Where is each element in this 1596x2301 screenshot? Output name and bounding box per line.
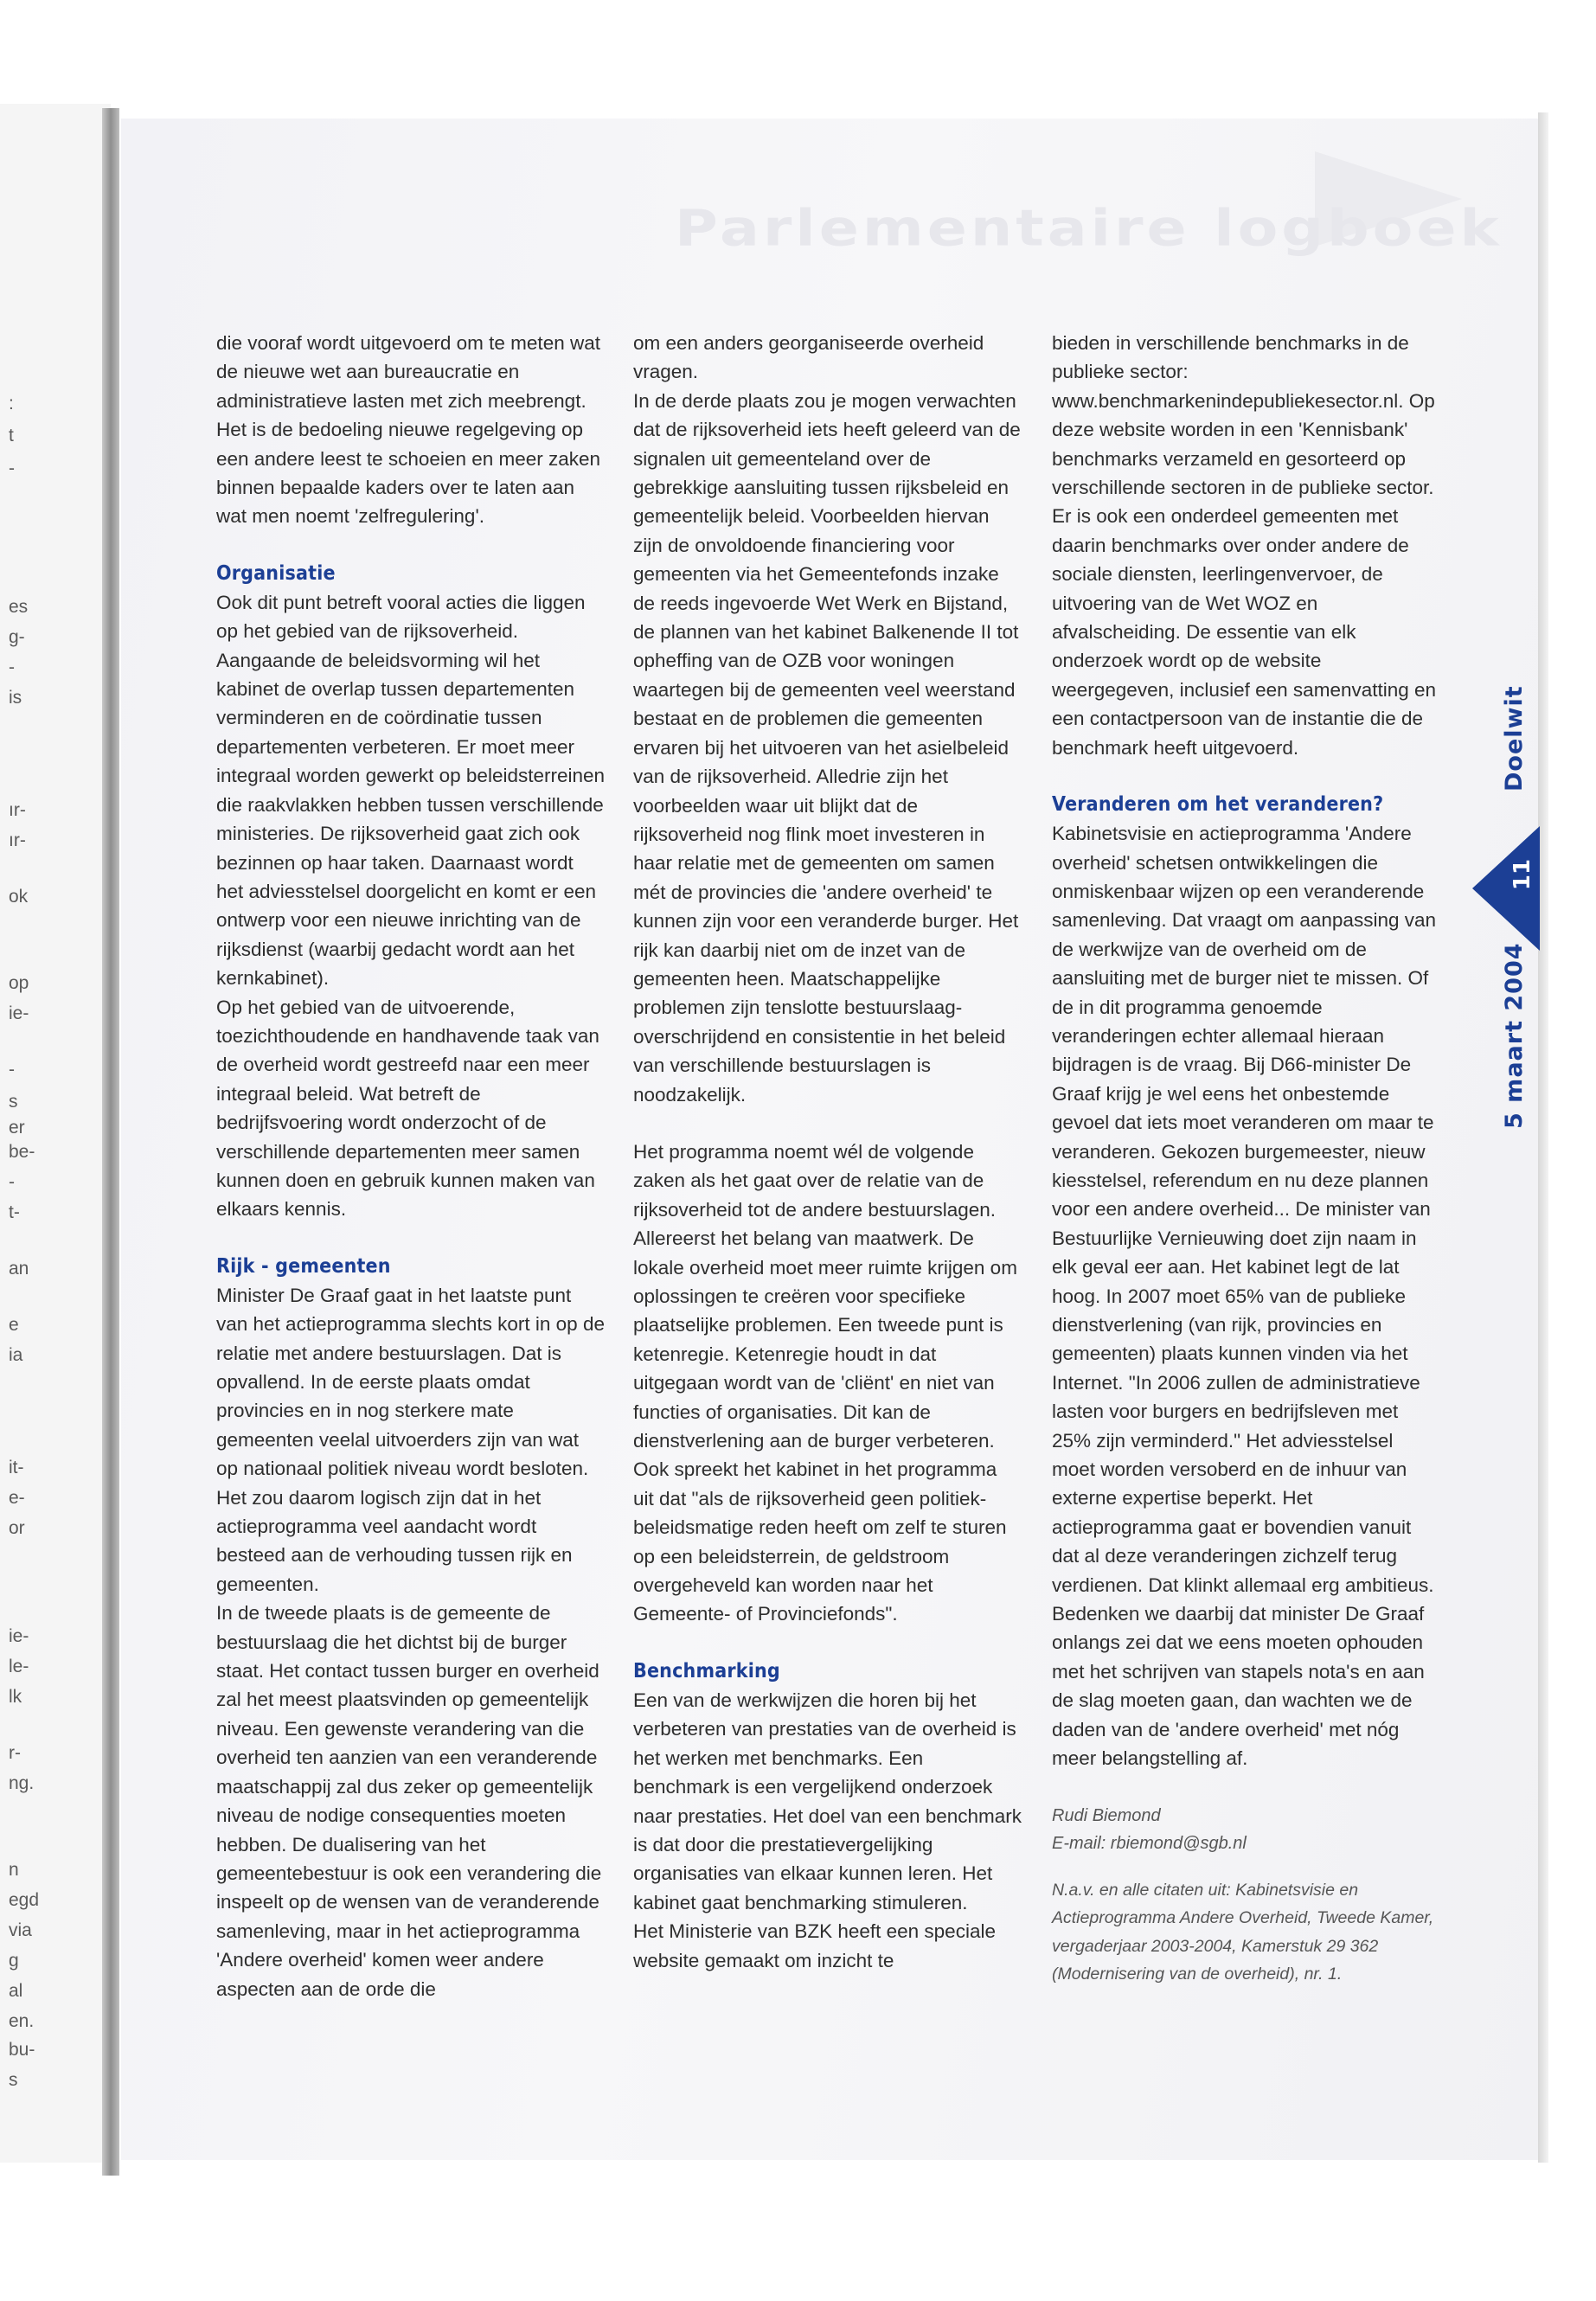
left-page-fragment: : [9,394,14,413]
column-1 [216,329,606,2003]
left-page-fragment: ie- [9,1626,29,1646]
left-page-fragment: egd [9,1890,40,1910]
left-page-fragment: it- [9,1458,24,1477]
left-page-fragment: or [9,1518,25,1538]
left-page-fragment: ok [9,887,29,907]
heading-rijk-gemeenten: Rijk - gemeenten [216,1254,391,1278]
paragraph: bieden in verschillende benchmarks in de publieke sector: www.benchmarkenindepubliekesector.nl. Op deze website worden in een 'Kennisbank' benchmarks verzameld en gesorteerd op verschillende sectoren in de publieke sector. Er is ook een onderdeel gemeenten met daarin benchmarks over onder andere de sociale diensten, leerlingenvervoer, de uitvoering van de Wet WOZ en afvalscheiding. De essentie van elk onderzoek wordt op de website weergegeven, inclusief een samenvatting en een contactpersoon van de instantie die de benchmark heeft uitgevoerd. [1052,332,1437,759]
left-page-fragment: - [9,657,15,677]
section-label: Doelwit [1501,685,1528,792]
left-page-fragment: is [9,688,22,708]
paragraph: Het programma noemt wél de volgende zaken als het gaat over de relatie van de rijksoverheid tot de andere bestuurslagen. Allereerst het belang van maatwerk. De lokale overheid moet meer ruimte krijgen om oplossingen te creëren voor specifieke plaatselijke problemen. Een tweede punt is ketenregie. Ketenregie houdt in dat uitgegaan wordt van de 'cliënt' en niet van functies of organisaties. Dit kan de dienstverlening aan de burger verbeteren. Ook spreekt het kabinet in het programma uit dat "als de rijksoverheid geen politiek-beleidsmatige reden heeft om zelf te sturen op een beleidsterrein, de geldstroom overgeheveld kan worden naar het Gemeente- of Provinciefonds". [633,1140,1017,1625]
paragraph: Een van de werkwijzen die horen bij het verbeteren van prestaties van de overheid is het werken met benchmarks. Een benchmark is een vergelijkend onderzoek naar prestaties. Het doel van een benchmark is dat door die prestatievergelijking organisaties van elkaar kunnen leren. Het kabinet gaat benchmarking stimuleren. [633,1689,1022,1913]
paragraph: Kabinetsvisie en actieprogramma 'Andere overheid' schetsen ontwikkelingen die onmiskenbaar wijzen op een veranderende samenleving. Dat vraagt om aanpassing van de werkwijze van de overheid om de aansluiting met de burger niet te missen. Of de in dit programma genoemde veranderingen echter allemaal hieraan bijdragen is de vraag. Bij D66-minister De Graaf krijg je wel eens het onbestemde gevoel dat iets moet veranderen om maar te veranderen. Gekozen burgemeester, nieuw kiesstelsel, referendum en nu deze plannen voor een andere overheid... De minister van Bestuurlijke Vernieuwing doet zijn naam in elk geval eer aan. Het kabinet legt de lat hoog. In 2007 moet 65% van de publieke dienstverlening (van rijk, provincies en gemeenten) plaats kunnen vinden via het Internet. "In 2006 zullen de administratieve lasten voor burgers en bedrijfsleven met 25% zijn verminderd." Het adviesstelsel moet worden versoberd en de inhuur van externe expertise beperkt. Het actieprogramma gaat er bovendien vanuit dat al deze veranderingen zichzelf terug verdienen. Dat klinkt allemaal erg ambitieus. Bedenken we daarbij dat minister De Graaf onlangs zei dat we eens moeten ophouden met het schrijven van stapels nota's en aan de slag moeten gaan, dan wachten we de daden van de 'andere overheid' met nóg meer belangstelling af. [1052,823,1437,1770]
paragraph: die vooraf wordt uitgevoerd om te meten wat de nieuwe wet aan bureaucratie en administratieve lasten met zich meebrengt. Het is de bedoeling nieuwe regelgeving op een andere leest te schoeien en meer zaken binnen bepaalde kaders over te laten aan wat men noemt 'zelfregulering'. [216,332,601,528]
heading-benchmarking: Benchmarking [633,1659,780,1682]
left-page-fragment: ng. [9,1773,35,1793]
left-page-fragment: s [9,1092,18,1112]
left-page-fragment: r- [9,1743,21,1763]
left-page-fragment: g- [9,627,25,647]
page-number: 11 [1509,858,1536,891]
left-page-fragment: ia [9,1345,23,1365]
left-page-fragment: lk [9,1687,22,1707]
source-note: N.a.v. en alle citaten uit: Kabinetsvisie en Actieprogramma Andere Overheid, Tweede Kamer, vergaderjaar 2003-2004, Kamerstuk 29 362 (Modernisering van de overheid), nr. 1. [1052,1880,1434,1984]
page-edge [1538,112,1548,2163]
left-page-fragment: - [9,1060,15,1080]
column-2 [633,329,1022,1975]
heading-organisatie: Organisatie [216,561,336,585]
paragraph: Ook dit punt betreft vooral acties die liggen op het gebied van de rijksoverheid. Aangaande de beleidsvorming wil het kabinet de overlap tussen departementen verminderen en de coördinatie tussen departementen verbeteren. Er moet meer integraal worden gewerkt op beleidsterreinen die raakvlakken hebben tussen verschillende ministeries. De rijksoverheid gaat zich ook bezinnen op haar taken. Daarnaast wordt het adviesstelsel doorgelicht en komt er een ontwerp voor een nieuwe inrichting van de rijksdienst (waarbij gedacht wordt aan het kernkabinet). [216,591,606,990]
left-page-fragment: er [9,1118,25,1138]
paragraph: Minister De Graaf gaat in het laatste punt van het actieprogramma slechts kort in op de relatie met andere bestuurslagen. Dat is opvallend. In de eerste plaats omdat provincies en in nog sterkere mate gemeenten veelal uitvoerders zijn van wat op nationaal politiek niveau wordt besloten. Het zou daarom logisch zijn dat in het actieprogramma veel aandacht wordt besteed aan de verhouding tussen rijk en gemeenten. [216,1284,605,1595]
left-page-fragment: t- [9,1202,20,1222]
paragraph: In de derde plaats zou je mogen verwachten dat de rijksoverheid iets heeft geleerd van de signalen uit gemeenteland over de gebrekkige aansluiting tussen rijksbeleid en gemeentelijk beleid. Voorbeelden hiervan zijn de onvoldoende financiering voor gemeenten via het Gemeentefonds inzake de reeds ingevoerde Wet Werk en Bijstand, de plannen van het kabinet Balkenende II tot opheffing van de OZB voor woningen waartegen bij de gemeenten veel weerstand bestaat en de problemen die gemeenten ervaren bij het uitvoeren van het asielbeleid van de rijksoverheid. Alledrie zijn het voorbeelden waar uit blijkt dat de rijksoverheid nog flink moet investeren in haar relatie met de gemeenten om samen mét de provincies die 'andere overheid' te kunnen zijn voor een veranderde burger. Het rijk kan daarbij niet om de inzet van de gemeenten heen. Maatschappelijke problemen zijn tenslotte bestuurslaag-overschrijdend en consistentie in het beleid van verschillende bestuurslagen is noodzakelijk. [633,389,1021,1106]
left-page-fragment: e- [9,1488,25,1508]
author-name: Rudi Biemond [1052,1805,1161,1825]
paragraph: Het Ministerie van BZK heeft een speciale website gemaakt om inzicht te [633,1920,996,1971]
left-page-fragment: - [9,1172,15,1192]
left-page-fragment: le- [9,1657,29,1676]
left-page-fragment: t [9,426,14,445]
paragraph: Op het gebied van de uitvoerende, toezichthoudende en handhavende taak van de overheid wordt gestreefd naar een meer integraal beleid. Wat betreft de bedrijfsvoering wordt onderzocht of de verschillende departementen meer samen kunnen doen en gebruik kunnen maken van elkaars kennis. [216,996,599,1221]
paragraph: om een anders georganiseerde overheid vragen. [633,332,984,383]
left-page-fragment: bu- [9,2040,35,2060]
left-page-fragment: en. [9,2011,35,2031]
left-page-fragment: ır- [9,800,26,820]
author-email: E-mail: rbiemond@sgb.nl [1052,1833,1247,1853]
left-page-fragment: e [9,1315,19,1335]
left-page-fragment: g [9,1951,19,1971]
left-page-fragment: op [9,973,29,993]
left-page-fragment: n [9,1860,19,1880]
issue-date: 5 maart 2004 [1501,942,1528,1129]
left-page-fragment: an [9,1259,29,1279]
paragraph: In de tweede plaats is de gemeente de bestuurslaag die het dichtst bij de burger staat. Het contact tussen burger en overheid zal het meest plaatsvinden op gemeentelijk niveau. Een gewenste verandering van die overheid ten aanzien van een veranderende maatschappij zal dus zeker op gemeentelijk niveau de nodige consequenties moeten hebben. De dualisering van het gemeentebestuur is ook een verandering die inspeelt op de wensen van de veranderende samenleving, maar in het actieprogramma 'Andere overheid' komen weer andere aspecten aan de orde die [216,1602,602,2000]
binding-spine [102,108,119,2176]
left-page-fragment: be- [9,1142,35,1162]
left-page-fragment: ie- [9,1003,29,1023]
heading-veranderen: Veranderen om het veranderen? [1052,793,1384,817]
left-page-fragment: ır- [9,830,26,850]
left-page-fragment: via [9,1920,32,1940]
left-page-fragment: al [9,1981,23,2001]
left-page-fragment: - [9,458,15,478]
left-page-fragment: s [9,2070,18,2090]
faint-banner-title: Parlementaire logboek [675,199,1503,259]
left-page-fragment: es [9,597,29,617]
column-3 [1052,329,1437,1989]
